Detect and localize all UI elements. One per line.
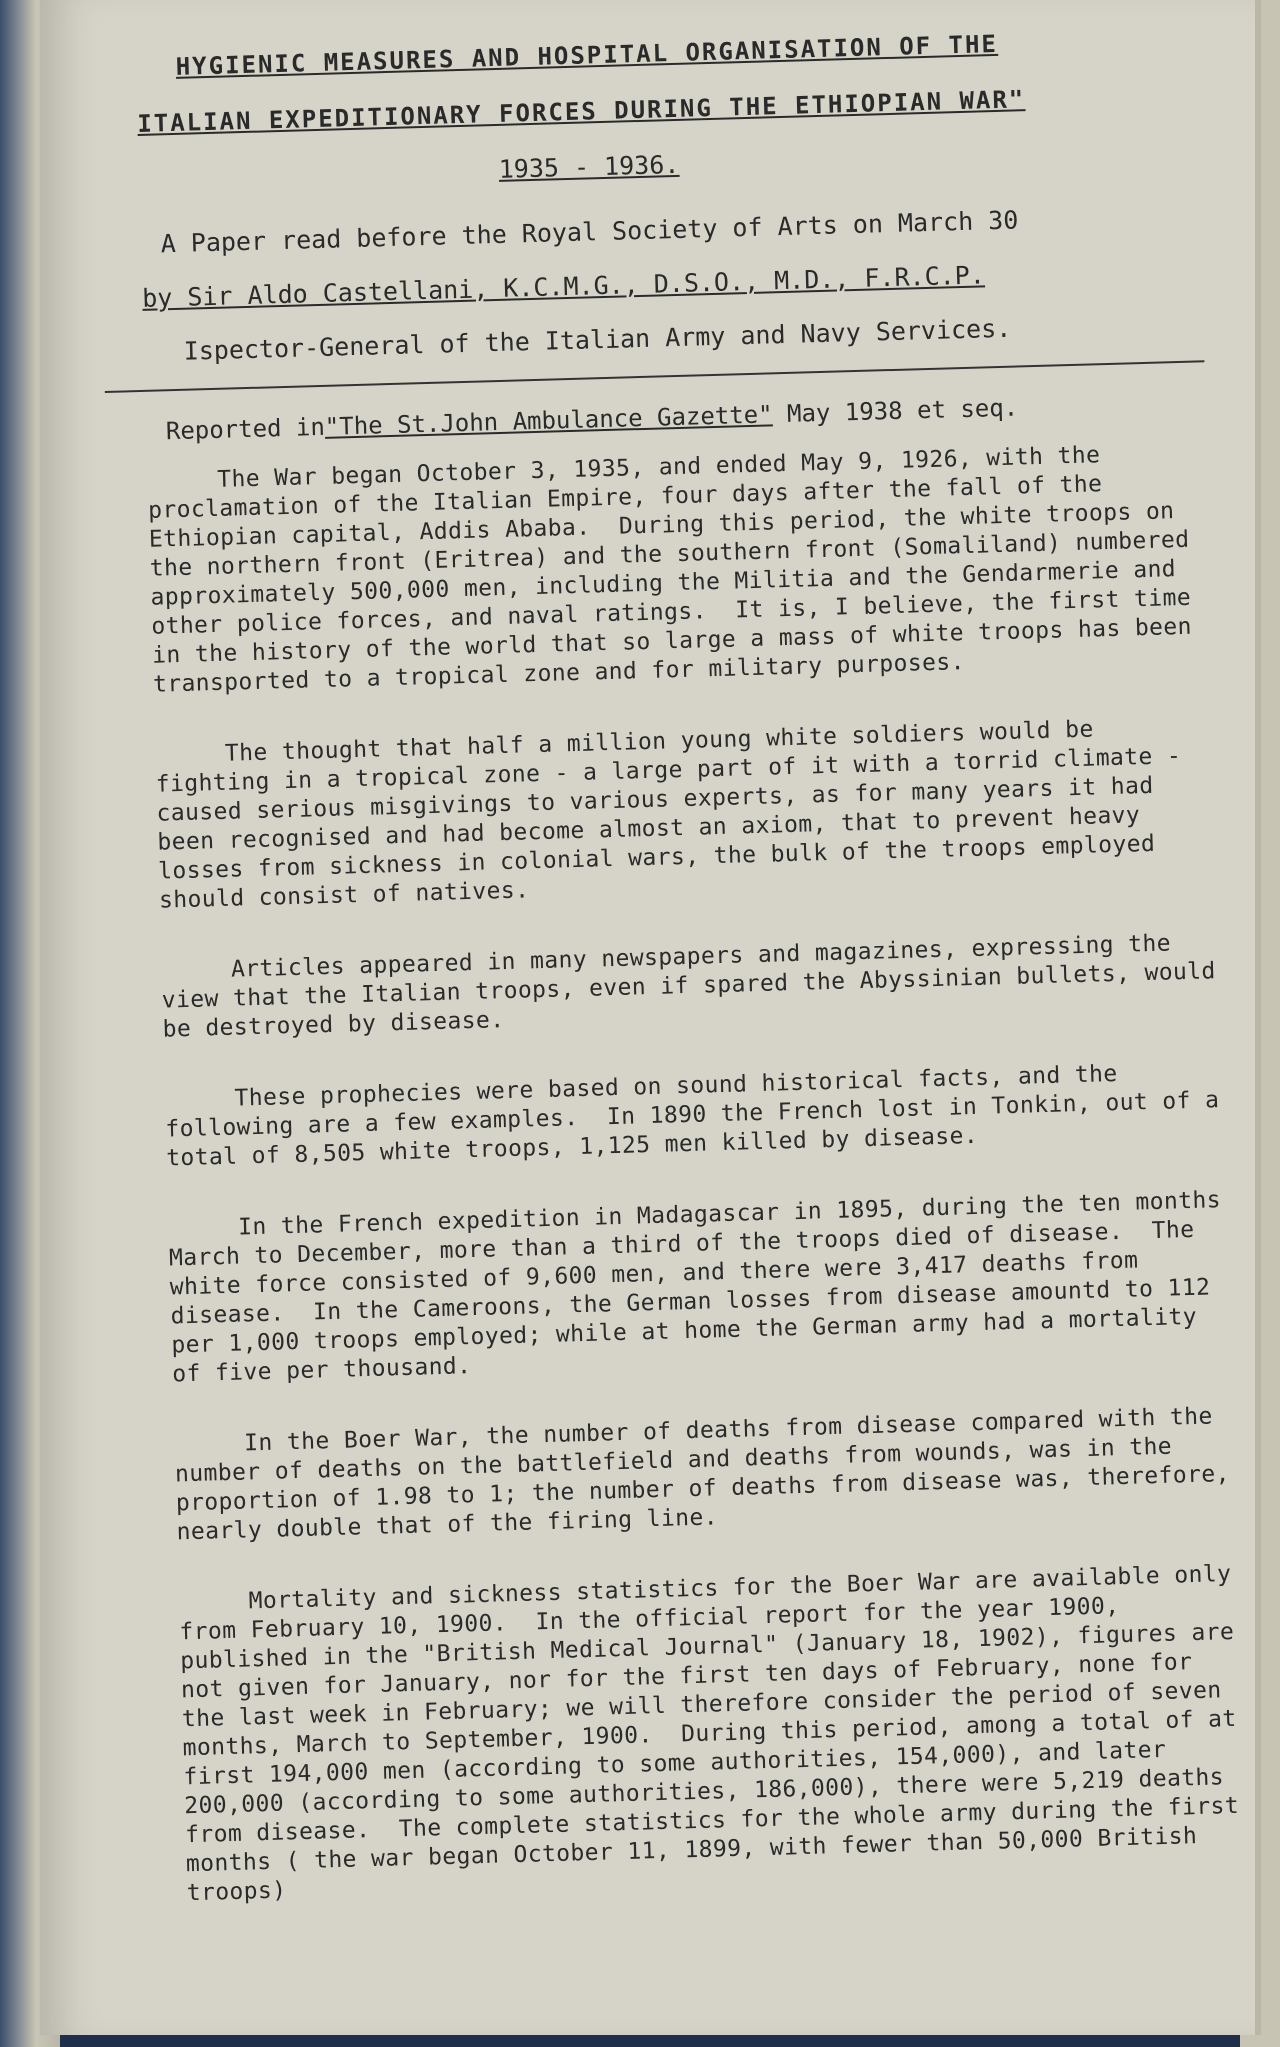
paragraph-5-text: In the French expedition in Madagascar in 1895, during the ten months March to December, more than a third of the troops died of disease. The white force consisted of 9,600 men, and there were 3,417 deaths from disease. In the Cameroons, the German losses from disease amountd to 112 per 1,000 troops employed; while at home the German army had a mortality of five per thousand.	[168, 1186, 1236, 1388]
paragraph-2	[155, 712, 1219, 916]
paragraph-4-text: These prophecies were based on sound historical facts, and the following are a few examples. In 1890 the French lost in Tonkin, out of a total of 8,505 white troops, 1,125 men killed by disease.	[165, 1060, 1234, 1172]
title-line-1: HYGIENIC MEASURES AND HOSPITAL ORGANISATION OF THE	[175, 29, 999, 81]
document-page	[40, 0, 1261, 2035]
paragraph-5	[168, 1186, 1236, 1390]
paragraph-4	[164, 1057, 1234, 1174]
author-rank: Ispector-General of the Italian Army and Navy Services.	[183, 313, 1012, 366]
paragraph-6	[174, 1402, 1245, 1548]
paragraph-3-text: Articles appeared in many newspapers and magazines, expressing the view that the Italian troops, even if spared the Abyssinian bullets, would be destroyed by disease.	[161, 930, 1231, 1043]
reported-prefix: Reported in	[165, 412, 326, 446]
reported-source: "The St.John Ambulance Gazette"	[324, 400, 773, 441]
paragraph-7-text: Mortality and sickness statistics for the Boer War are available only from February 10, 1900. In the official report for the year 1900, published in the "British Medical Journal" (January 18, 1902), figures are not given for January, nor for the first ten days of February, none for the last week in February; we will therefore consider the period of seven months, March to September, 1900. During this period, among a total of at first 194,000 men (according to some authorities, 154,000), and later 200,000 (according to some authorities, 186,000), there were 5,219 deaths from disease. The complete statistics for the whole army during the first months ( the war began October 11, 1899, with fewer than 50,000 British troops)	[179, 1560, 1254, 1907]
paragraph-6-text: In the Boer War, the number of deaths from disease compared with the number of deaths on the battlefield and deaths from wounds, was in the proportion of 1.98 to 1; the number of deaths from disease was, therefore, nearly double that of the firing line.	[174, 1403, 1245, 1546]
paragraph-3	[161, 928, 1231, 1045]
years-heading: 1935 - 1936.	[498, 149, 680, 184]
paragraph-1	[147, 438, 1213, 700]
reported-suffix: May 1938 et seq.	[772, 393, 1019, 429]
page-content	[135, 10, 1254, 1950]
subtitle: A Paper read before the Royal Society of Arts on March 30	[160, 205, 1019, 259]
author-line: by Sir Aldo Castellani, K.C.M.G., D.S.O., M.D., F.R.C.P.	[141, 260, 986, 313]
title-line-2: ITALIAN EXPEDITIONARY FORCES DURING THE ETHIOPIAN WAR"	[136, 85, 1026, 138]
paragraph-7	[178, 1560, 1254, 1908]
paragraph-1-text: The War began October 3, 1935, and ended May 9, 1926, with the proclamation of the Italian Empire, four days after the fall of the Ethiopian capital, Addis Ababa. During this period, the white troops on the northern front (Eritrea) and the southern front (Somaliland) numbered approximately 500,000 men, including the Militia and the Gendarmerie and other police forces, and naval ratings. It is, I believe, the first time in the history of the world that so large a mass of white troops has been transported to a tropical zone and for military purposes.	[147, 441, 1207, 698]
paragraph-2-text: The thought that half a million young white soldiers would be fighting in a tropical zone - a large part of it with a torrid climate - caused serious misgivings to various experts, as for many years it had been recognised and had become almost an axiom, that to prevent heavy losses from sickness in colonial wars, the bulk of the troops employed should consist of natives.	[155, 716, 1196, 914]
